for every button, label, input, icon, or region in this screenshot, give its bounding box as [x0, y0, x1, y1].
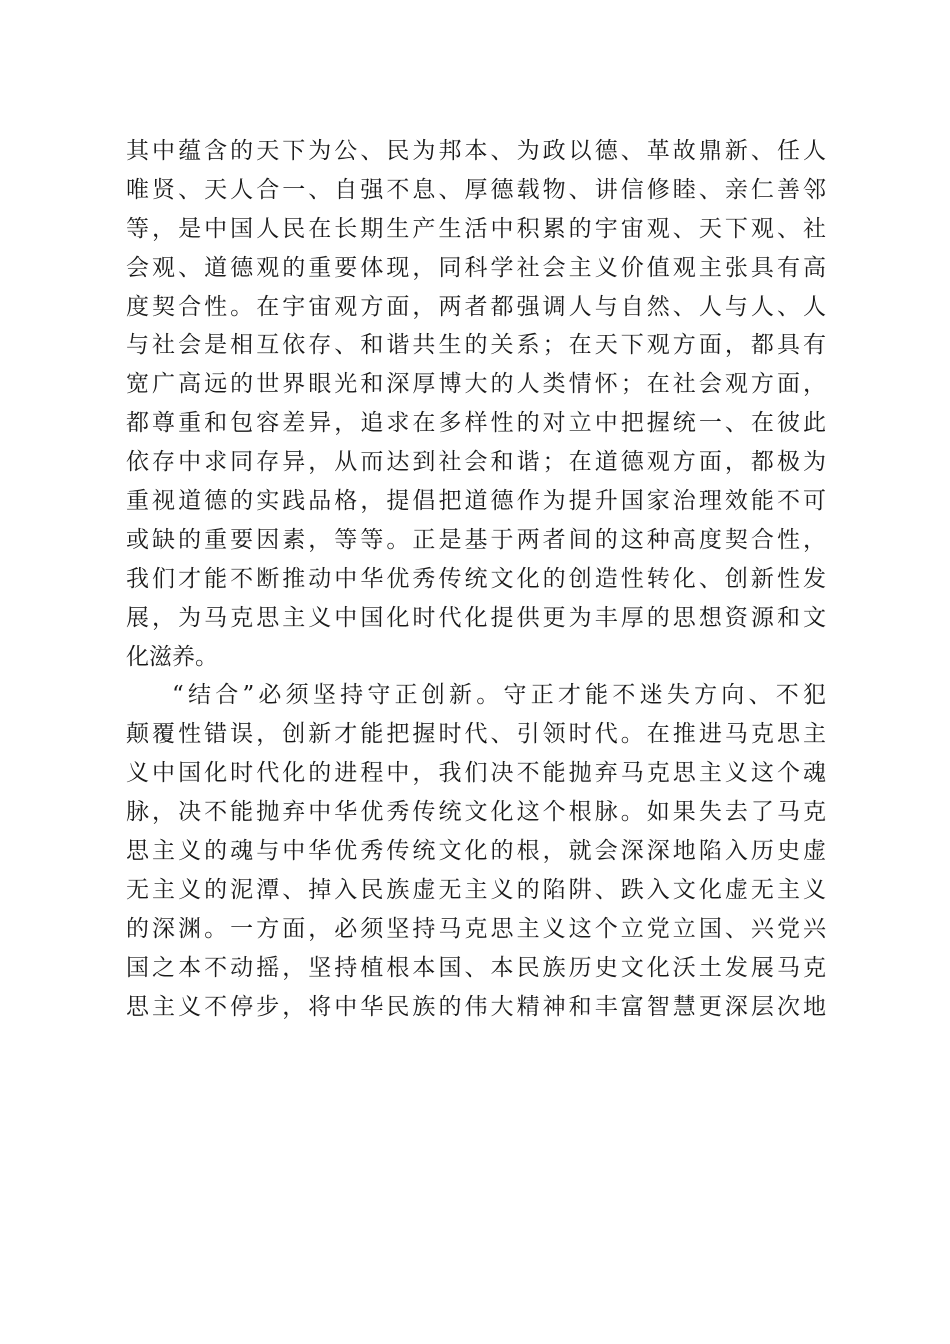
text-line: 依存中求同存异，从而达到社会和谐；在道德观方面，都极为 — [126, 449, 826, 476]
text-line: 度契合性。在宇宙观方面，两者都强调人与自然、人与人、人 — [126, 293, 826, 320]
text-line: 的深渊。一方面，必须坚持马克思主义这个立党立国、兴党兴 — [126, 915, 826, 942]
text-line: 重视道德的实践品格，提倡把道德作为提升国家治理效能不可 — [126, 488, 826, 515]
paragraph-start-line: “结合”必须坚持守正创新。守正才能不迷失方向、不犯 — [172, 682, 826, 709]
text-line: 都尊重和包容差异，追求在多样性的对立中把握统一、在彼此 — [126, 410, 826, 437]
text-line: 义中国化时代化的进程中，我们决不能抛弃马克思主义这个魂 — [126, 760, 826, 787]
text-line: 与社会是相互依存、和谐共生的关系；在天下观方面，都具有 — [126, 332, 826, 359]
text-line: 思主义不停步，将中华民族的伟大精神和丰富智慧更深层次地 — [126, 993, 826, 1020]
text-line: 其中蕴含的天下为公、民为邦本、为政以德、革故鼎新、任人 — [126, 138, 826, 164]
text-line: 展，为马克思主义中国化时代化提供更为丰厚的思想资源和文 — [126, 604, 826, 631]
text-line: 等，是中国人民在长期生产生活中积累的宇宙观、天下观、社 — [126, 215, 826, 242]
text-line: 唯贤、天人合一、自强不息、厚德载物、讲信修睦、亲仁善邻 — [126, 176, 826, 203]
body-text — [126, 132, 826, 1026]
text-line: 化滋养。 — [126, 643, 218, 670]
text-line: 宽广高远的世界眼光和深厚博大的人类情怀；在社会观方面， — [126, 371, 826, 398]
text-line: 无主义的泥潭、掉入民族虚无主义的陷阱、跌入文化虚无主义 — [126, 876, 826, 903]
text-line: 颠覆性错误，创新才能把握时代、引领时代。在推进马克思主 — [126, 721, 826, 748]
text-line: 脉，决不能抛弃中华优秀传统文化这个根脉。如果失去了马克 — [126, 799, 826, 826]
text-line: 思主义的魂与中华优秀传统文化的根，就会深深地陷入历史虚 — [126, 838, 826, 865]
text-line: 我们才能不断推动中华优秀传统文化的创造性转化、创新性发 — [126, 565, 826, 592]
text-line: 国之本不动摇，坚持植根本国、本民族历史文化沃土发展马克 — [126, 954, 826, 981]
text-line: 会观、道德观的重要体现，同科学社会主义价值观主张具有高 — [126, 254, 826, 281]
text-line: 或缺的重要因素，等等。正是基于两者间的这种高度契合性， — [126, 526, 826, 553]
